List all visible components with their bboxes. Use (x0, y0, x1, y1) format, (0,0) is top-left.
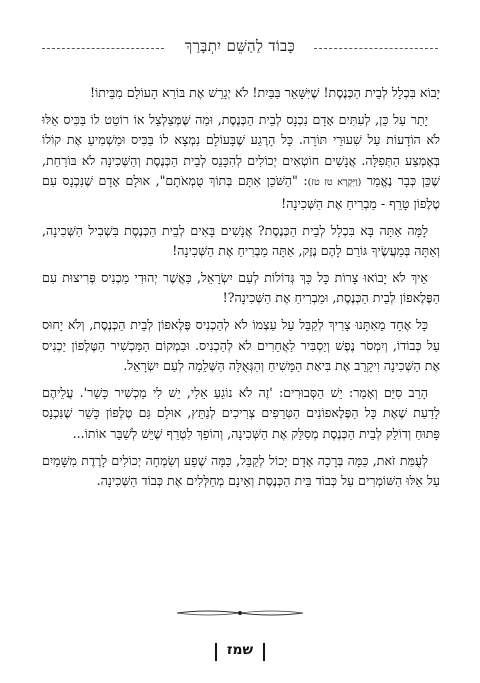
page-number-bar-right (263, 643, 265, 661)
paragraph-4: אֵיךְ לֹא יָבוֹאוּ צָרוֹת כָּל כָּךְ גְּדוֹלוֹת לְעַם יִשְׂרָאֵל, כַּאֲשֶׁר יְהוּדִי מַכְנִיס פְּרִיצוּת עִם הַפֶּלֶאפוֹן לְבֵית הַכְּנֶסֶת, וּמַבְרִיחַ אֶת הַשְּׁכִינָה?! (42, 269, 440, 306)
page-number-bar-left (215, 643, 217, 661)
paragraph-2-text-a: יָתֵר עַל כֵּן, לְעִתִּים אָדָם נִכְנָס לְבֵית הַכְּנֶסֶת, וּמַה שֶּׁמְּצַלְצֵל אוֹ רוֹטֵט לוֹ בַּכִּיס אֵלּוּ לֹא הוֹדָעוֹת עַל שִׁעוּרֵי תּוֹרָה. כָּל הָרֶגַע שֶׁבָּעוֹלָם נִמְצָא לוֹ בַּכִּיס וּמַשְׁמִיעַ אֶת קוֹלוֹ בְּאֶמְצַע הַתְּפִלָּה. אֲנָשִׁים חוֹטְאִים יְכוֹלִים לְהִכָּנֵס לְבֵית הַכְּנֶסֶת וְהַשְּׁכִינָה לֹא בּוֹרַחַת, שֶׁכֵּן כְּבָר נֶאֱמַר (42, 111, 441, 189)
page-number-box (213, 640, 267, 664)
source-citation: (וַיִּקְרָא טז טז) (307, 177, 362, 189)
header-rule-right (314, 48, 438, 49)
running-header-title: כָּבוֹד לַהַשֵּׁם יִתְבָּרַךְ (184, 37, 296, 55)
ornament-divider (175, 607, 305, 619)
paragraph-3: לָמָּה אַתָּה בָּא בִּכְלָל לְבֵית הַכְּנֶסֶת? אֲנָשִׁים בָּאִים לְבֵית הַכְּנֶסֶת בִּשְׁבִיל הַשְּׁכִינָה, וְאַתָּה בְּמַעֲשֶׂיךָ גּוֹרֵם לָהֶם נֶזֶק, אַתָּה מַבְרִיחַ אֶת הַשְּׁכִינָה! (42, 222, 440, 259)
paragraph-2 (42, 110, 440, 215)
paragraph-6: הָרַב סִיֵּם וְאָמַר: יֵשׁ הַסְּבוּרִים: 'זֶה לֹא נוֹגֵעַ אֵלַי, יֵשׁ לִי מַכְשִׁיר כָּשֵׁר'. עֲלֵיהֶם לָדַעַת שֶׁאֶת כָּל הַפֶּלֶאפוֹנִים הַטְּרֵפִים צְרִיכִים לְנַתֵּץ, אוּלָם גַּם טֶלֶפוֹן כָּשֵׁר שֶׁנִּכְנָס פָּתוּחַ וְדוֹלֵק לְבֵית הַכְּנֶסֶת מְסַלֵּק אֶת הַשְּׁכִינָה, וְהוֹפֵךְ לִטְרֵף שֶׁיֵּשׁ לְשַׁבֵּר אוֹתוֹ... (42, 384, 440, 441)
page-number: שמז (226, 642, 254, 658)
paragraph-7: לְעֻמַּת זֹאת, כַּמָּה בְּרָכָה אָדָם יָכוֹל לְקַבֵּל, כַּמָּה שֶׁפַע וְשִׂמְחָה יְכוֹלִים לָרֶדֶת מִשָּׁמַיִם עַל אֵלּוּ הַשּׁוֹמְרִים עַל כְּבוֹד בֵּית הַכְּנֶסֶת וְאֵינָם מְחַלְּלִים אֶת כְּבוֹד הַשְּׁכִינָה. (42, 452, 440, 489)
paragraph-1: יָבוֹא בִּכְלָל לְבֵית הַכְּנֶסֶת! שֶׁיִּשָּׁאֵר בַּבַּיִת! לֹא יְגָרֵשׁ אֶת בּוֹרֵא הָעוֹלָם מִבֵּיתוֹ! (89, 85, 440, 100)
paragraph-5: כָּל אֶחָד מֵאִתָּנוּ צָרִיךְ לְקַבֵּל עַל עַצְמוֹ לֹא לְהַכְנִיס פֶּלֶאפוֹן לְבֵית הַכְּנֶסֶת, וְלֹא יָחוּס עַל כְּבוֹדוֹ, וְיִמְסֹר נֶפֶשׁ וְיַסְבִּיר לַאֲחֵרִים לֹא לְהַכְנִיס. וּבִמְקוֹם הַמַּכְשִׁיר הַטֶּלֶפוֹן יַכְנִיס אֶת הַשְּׁכִינָה וִיקָרֵב אֶת בִּיאַת הַמָּשִׁיחַ וְהַגְּאֻלָּה הַשְּׁלֵמָה לְעַם יִשְׂרָאֵל. (42, 316, 440, 374)
header-rule-left (42, 48, 164, 49)
paragraph-2-text-b: : "הַשֹּׁכֵן אִתָּם בְּתוֹךְ טֻמְאֹתָם", אוּלָם אָדָם שֶׁנִּכְנָס עִם טֶלֶפוֹן טָרֵף - מַבְרִיחַ אֶת הַשְּׁכִינָה! (42, 173, 440, 211)
body-text (42, 83, 440, 498)
running-header (40, 33, 440, 63)
